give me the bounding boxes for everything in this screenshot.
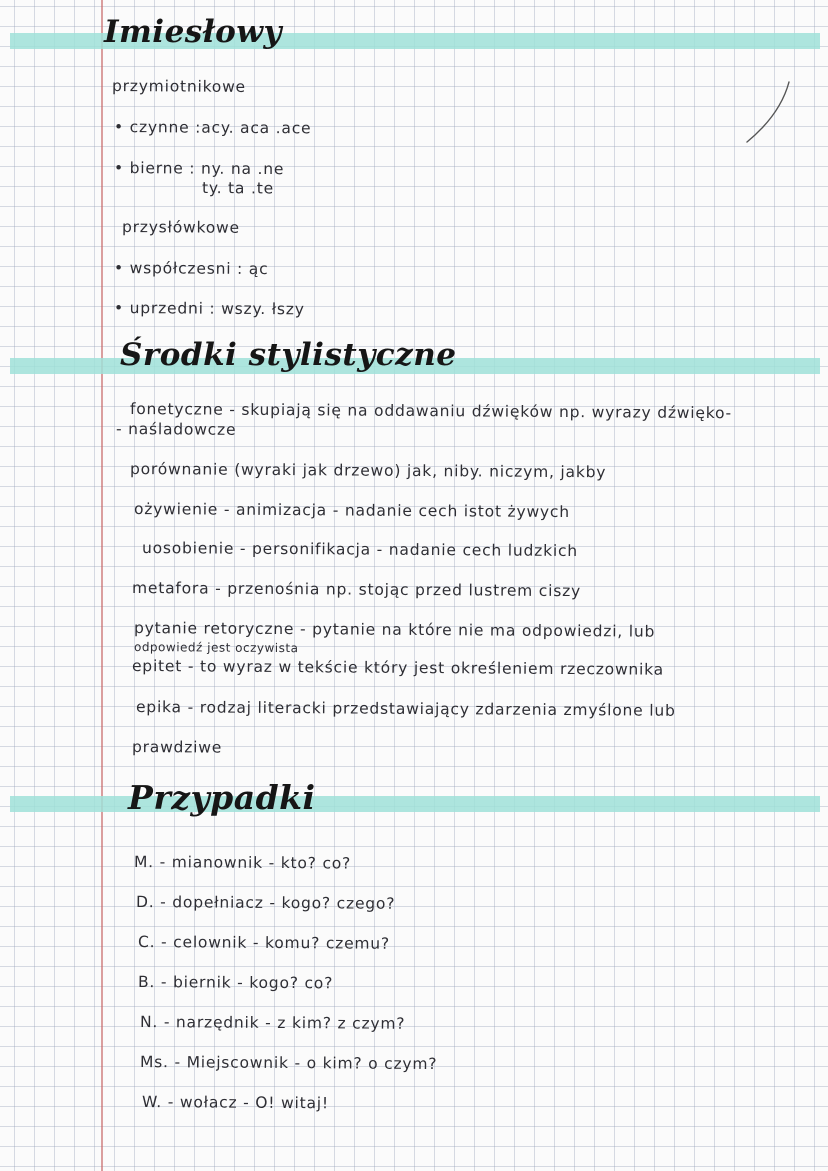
list-item-uprzedni: • uprzedni : wszy. łszy [113, 299, 305, 319]
list-item: epitet - to wyraz w tekście który jest określeniem rzeczownika [131, 657, 665, 679]
heading-przypadki: Przypadki [128, 778, 316, 817]
list-item: epika - rodzaj literacki przedstawiający zdarzenia zmyślone lub [135, 698, 676, 720]
list-item-bierne-cont: ty. ta .te [201, 179, 274, 198]
margin-line [101, 0, 103, 1171]
subtitle-przymiotnikowe: przymiotnikowe [111, 77, 246, 96]
heading-srodki-stylistyczne: Środki stylistyczne [120, 337, 457, 373]
list-item: N. - narzędnik - z kim? z czym? [139, 1013, 406, 1033]
pen-stroke-mark [744, 78, 794, 148]
list-item: W. - wołacz - O! witaj! [141, 1093, 329, 1113]
list-item: ożywienie - animizacja - nadanie cech istot żywych [133, 500, 570, 522]
heading-imieslowy: Imiesłowy [104, 14, 283, 50]
list-item-wspolczesni: • współczesni : ąc [113, 259, 269, 279]
list-item: metafora - przenośnia np. stojąc przed lustrem ciszy [131, 579, 582, 601]
list-item: B. - biernik - kogo? co? [137, 973, 334, 993]
list-item: fonetyczne - skupiają się na oddawaniu dźwięków np. wyrazy dźwięko- [129, 400, 733, 423]
list-item: uosobienie - personifikacja - nadanie cech ludzkich [141, 539, 579, 561]
list-item-bierne: • bierne : ny. na .ne [113, 159, 285, 179]
subtitle-przyslowkowe: przysłówkowe [121, 218, 240, 237]
list-item: odpowiedź jest oczywista [133, 640, 299, 656]
list-item: pytanie retoryczne - pytanie na które nie ma odpowiedzi, lub [133, 619, 656, 641]
list-item: M. - mianownik - kto? co? [133, 853, 352, 873]
list-item: D. - dopełniacz - kogo? czego? [135, 893, 396, 913]
list-item: - naśladowcze [115, 420, 237, 439]
list-item: porównanie (wyraki jak drzewo) jak, niby. niczym, jakby [129, 460, 607, 482]
list-item: prawdziwe [131, 738, 223, 757]
list-item-czynne: • czynne :acy. aca .ace [113, 118, 312, 138]
list-item: C. - celownik - komu? czemu? [137, 933, 391, 953]
list-item: Ms. - Miejscownik - o kim? o czym? [139, 1053, 438, 1074]
